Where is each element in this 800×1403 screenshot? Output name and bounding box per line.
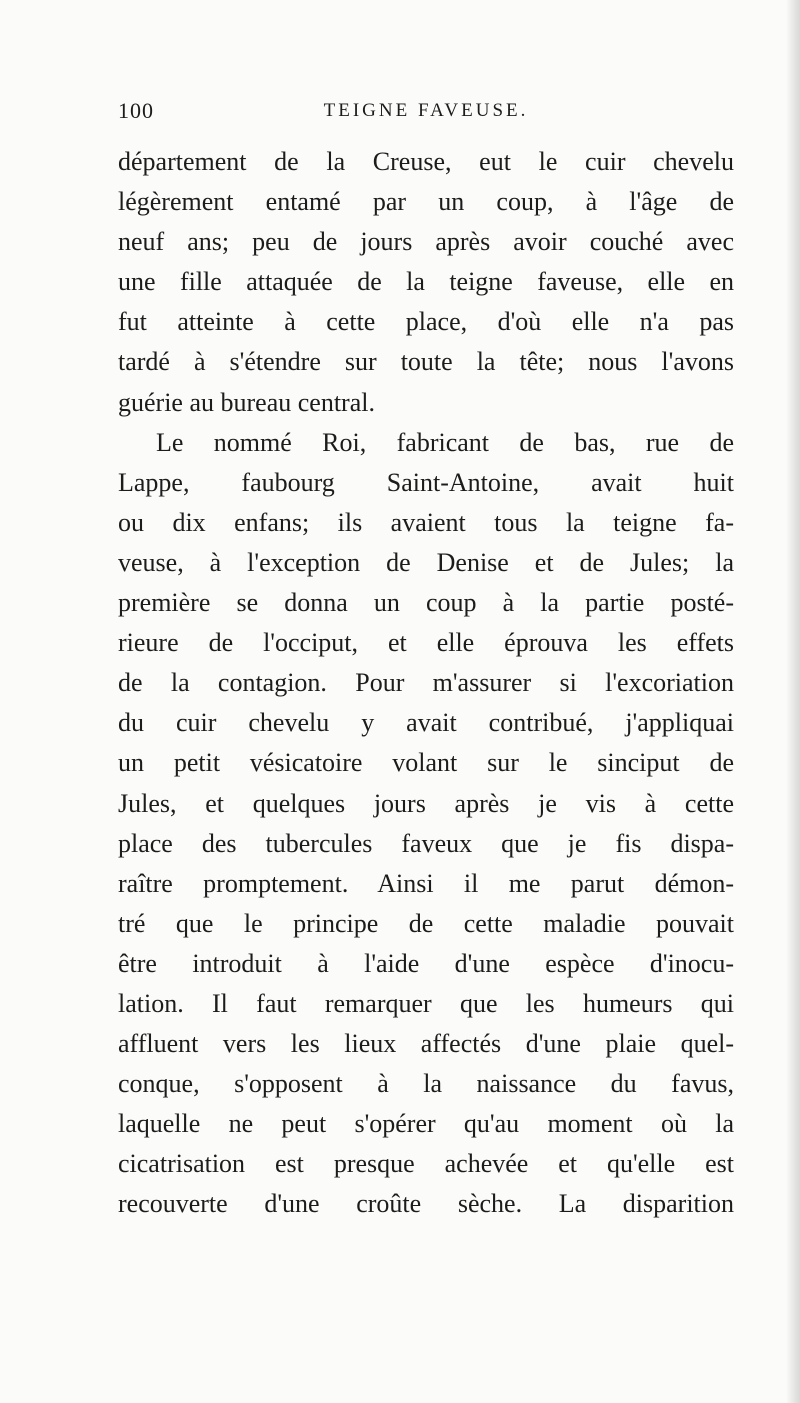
text-line: conque, s'opposent à la naissance du favus,	[118, 1069, 734, 1099]
text-line: une fille attaquée de la teigne faveuse, elle en	[118, 267, 734, 297]
text-line: du cuir chevelu y avait contribué, j'appliquai	[118, 708, 734, 738]
text-line: lation. Il faut remarquer que les humeurs qui	[118, 988, 734, 1018]
body-text	[118, 142, 734, 1225]
text-line: Lappe, faubourg Saint-Antoine, avait huit	[118, 467, 734, 497]
text-line: guérie au bureau central.	[118, 387, 375, 417]
text-line: ou dix enfans; ils avaient tous la teigne fa-	[118, 507, 734, 537]
text-line: place des tubercules faveux que je fis dispa-	[118, 828, 734, 858]
text-line: neuf ans; peu de jours après avoir couché avec	[118, 227, 734, 257]
text-line: fut atteinte à cette place, d'où elle n'a pas	[118, 307, 734, 337]
text-line: affluent vers les lieux affectés d'une plaie quel-	[118, 1029, 734, 1059]
text-line: département de la Creuse, eut le cuir chevelu	[118, 147, 734, 176]
paragraph	[118, 142, 734, 423]
text-line: un petit vésicatoire volant sur le sinciput de	[118, 748, 734, 778]
text-line: recouverte d'une croûte sèche. La disparition	[118, 1189, 734, 1219]
text-line: première se donna un coup à la partie posté-	[118, 588, 734, 618]
text-line: veuse, à l'exception de Denise et de Jules; la	[118, 547, 734, 577]
text-line: être introduit à l'aide d'une espèce d'inocu-	[118, 948, 734, 978]
page-number: 100	[118, 98, 154, 123]
text-line: tardé à s'étendre sur toute la tête; nous l'avons	[118, 347, 734, 377]
text-line: tré que le principe de cette maladie pouvait	[118, 908, 734, 938]
paragraph	[118, 423, 734, 1225]
text-line: Le nommé Roi, fabricant de bas, rue de	[156, 427, 734, 457]
page-header	[118, 98, 734, 128]
text-line: de la contagion. Pour m'assurer si l'excoriation	[118, 668, 734, 698]
text-line: cicatrisation est presque achevée et qu'elle est	[118, 1149, 734, 1179]
text-line: raître promptement. Ainsi il me parut démon-	[118, 868, 734, 898]
running-title: TEIGNE FAVEUSE.	[323, 100, 529, 121]
page-edge-shadow	[786, 0, 800, 1403]
text-line: rieure de l'occiput, et elle éprouva les effets	[118, 628, 734, 658]
text-line: Jules, et quelques jours après je vis à cette	[118, 788, 734, 818]
text-line: légèrement entamé par un coup, à l'âge de	[118, 187, 734, 217]
text-line: laquelle ne peut s'opérer qu'au moment où la	[118, 1109, 734, 1139]
